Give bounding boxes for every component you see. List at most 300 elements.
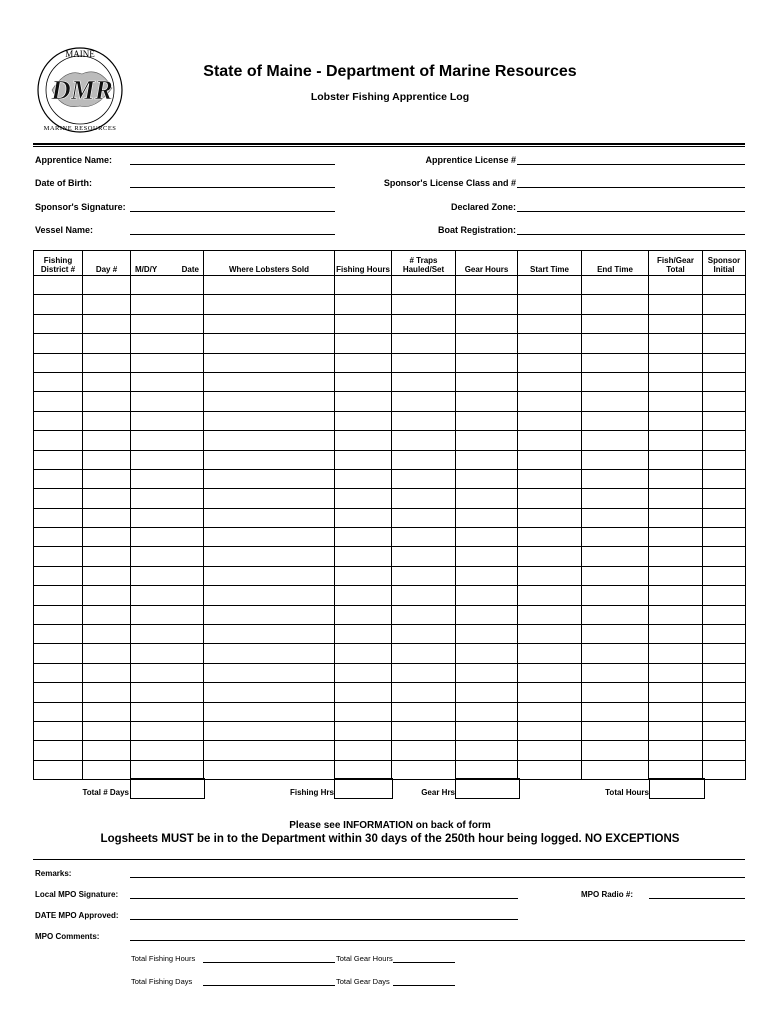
table-cell[interactable] bbox=[649, 353, 703, 372]
table-cell[interactable] bbox=[335, 334, 392, 353]
table-cell[interactable] bbox=[34, 721, 83, 740]
table-cell[interactable] bbox=[456, 625, 518, 644]
table-cell[interactable] bbox=[392, 276, 456, 295]
table-cell[interactable] bbox=[582, 683, 649, 702]
table-cell[interactable] bbox=[204, 760, 335, 779]
table-cell[interactable] bbox=[335, 702, 392, 721]
table-cell[interactable] bbox=[392, 586, 456, 605]
table-cell[interactable] bbox=[392, 683, 456, 702]
table-cell[interactable] bbox=[392, 372, 456, 391]
table-cell[interactable] bbox=[34, 372, 83, 391]
table-cell[interactable] bbox=[335, 586, 392, 605]
table-cell[interactable] bbox=[649, 450, 703, 469]
table-cell[interactable] bbox=[83, 314, 131, 333]
table-cell[interactable] bbox=[703, 605, 746, 624]
table-cell[interactable] bbox=[204, 489, 335, 508]
table-cell[interactable] bbox=[204, 721, 335, 740]
table-cell[interactable] bbox=[392, 334, 456, 353]
table-cell[interactable] bbox=[392, 295, 456, 314]
table-cell[interactable] bbox=[518, 566, 582, 585]
table-cell[interactable] bbox=[34, 353, 83, 372]
table-cell[interactable] bbox=[518, 741, 582, 760]
table-cell[interactable] bbox=[83, 663, 131, 682]
table-cell[interactable] bbox=[34, 489, 83, 508]
table-cell[interactable] bbox=[131, 353, 204, 372]
table-cell[interactable] bbox=[131, 334, 204, 353]
table-cell[interactable] bbox=[703, 450, 746, 469]
table-cell[interactable] bbox=[582, 469, 649, 488]
table-cell[interactable] bbox=[204, 605, 335, 624]
table-cell[interactable] bbox=[204, 431, 335, 450]
table-cell[interactable] bbox=[582, 334, 649, 353]
table-cell[interactable] bbox=[83, 450, 131, 469]
total-gear-days-field[interactable] bbox=[393, 985, 455, 986]
table-cell[interactable] bbox=[83, 489, 131, 508]
table-cell[interactable] bbox=[582, 566, 649, 585]
table-cell[interactable] bbox=[204, 276, 335, 295]
table-cell[interactable] bbox=[335, 372, 392, 391]
date-mpo-approved-field[interactable] bbox=[130, 919, 518, 920]
table-cell[interactable] bbox=[649, 741, 703, 760]
table-cell[interactable] bbox=[582, 508, 649, 527]
table-cell[interactable] bbox=[392, 392, 456, 411]
table-cell[interactable] bbox=[34, 566, 83, 585]
table-cell[interactable] bbox=[518, 314, 582, 333]
table-cell[interactable] bbox=[83, 625, 131, 644]
table-cell[interactable] bbox=[335, 663, 392, 682]
table-cell[interactable] bbox=[392, 644, 456, 663]
table-cell[interactable] bbox=[335, 625, 392, 644]
table-cell[interactable] bbox=[131, 372, 204, 391]
table-cell[interactable] bbox=[131, 528, 204, 547]
table-cell[interactable] bbox=[456, 431, 518, 450]
table-cell[interactable] bbox=[392, 450, 456, 469]
table-cell[interactable] bbox=[649, 411, 703, 430]
table-cell[interactable] bbox=[335, 644, 392, 663]
table-cell[interactable] bbox=[703, 431, 746, 450]
table-cell[interactable] bbox=[582, 450, 649, 469]
table-cell[interactable] bbox=[335, 295, 392, 314]
table-cell[interactable] bbox=[131, 508, 204, 527]
table-cell[interactable] bbox=[131, 489, 204, 508]
table-cell[interactable] bbox=[649, 314, 703, 333]
table-cell[interactable] bbox=[131, 392, 204, 411]
table-cell[interactable] bbox=[703, 489, 746, 508]
table-cell[interactable] bbox=[649, 392, 703, 411]
table-cell[interactable] bbox=[703, 547, 746, 566]
table-cell[interactable] bbox=[703, 372, 746, 391]
table-cell[interactable] bbox=[83, 741, 131, 760]
declared-zone-field[interactable] bbox=[517, 211, 745, 212]
table-cell[interactable] bbox=[83, 431, 131, 450]
table-cell[interactable] bbox=[582, 547, 649, 566]
table-cell[interactable] bbox=[335, 528, 392, 547]
table-cell[interactable] bbox=[649, 295, 703, 314]
table-cell[interactable] bbox=[518, 508, 582, 527]
table-cell[interactable] bbox=[518, 683, 582, 702]
table-cell[interactable] bbox=[456, 508, 518, 527]
sponsor-signature-field[interactable] bbox=[130, 211, 335, 212]
table-cell[interactable] bbox=[335, 411, 392, 430]
table-cell[interactable] bbox=[582, 625, 649, 644]
table-cell[interactable] bbox=[703, 353, 746, 372]
table-cell[interactable] bbox=[456, 760, 518, 779]
table-cell[interactable] bbox=[649, 276, 703, 295]
table-cell[interactable] bbox=[456, 586, 518, 605]
table-cell[interactable] bbox=[335, 276, 392, 295]
table-cell[interactable] bbox=[518, 372, 582, 391]
table-cell[interactable] bbox=[649, 469, 703, 488]
table-cell[interactable] bbox=[649, 508, 703, 527]
table-cell[interactable] bbox=[703, 683, 746, 702]
total-days-box[interactable] bbox=[130, 778, 205, 799]
table-cell[interactable] bbox=[582, 392, 649, 411]
date-of-birth-field[interactable] bbox=[130, 187, 335, 188]
table-cell[interactable] bbox=[335, 508, 392, 527]
table-cell[interactable] bbox=[335, 353, 392, 372]
table-cell[interactable] bbox=[456, 547, 518, 566]
table-cell[interactable] bbox=[703, 566, 746, 585]
table-cell[interactable] bbox=[582, 741, 649, 760]
table-cell[interactable] bbox=[392, 663, 456, 682]
table-cell[interactable] bbox=[703, 586, 746, 605]
table-cell[interactable] bbox=[392, 508, 456, 527]
table-cell[interactable] bbox=[83, 353, 131, 372]
table-cell[interactable] bbox=[456, 528, 518, 547]
table-cell[interactable] bbox=[335, 566, 392, 585]
table-cell[interactable] bbox=[392, 489, 456, 508]
table-cell[interactable] bbox=[392, 566, 456, 585]
table-cell[interactable] bbox=[34, 605, 83, 624]
table-cell[interactable] bbox=[131, 431, 204, 450]
table-cell[interactable] bbox=[518, 605, 582, 624]
table-cell[interactable] bbox=[456, 314, 518, 333]
table-cell[interactable] bbox=[518, 644, 582, 663]
table-cell[interactable] bbox=[83, 528, 131, 547]
table-cell[interactable] bbox=[34, 508, 83, 527]
table-cell[interactable] bbox=[34, 683, 83, 702]
table-cell[interactable] bbox=[131, 469, 204, 488]
table-cell[interactable] bbox=[518, 295, 582, 314]
apprentice-name-field[interactable] bbox=[130, 164, 335, 165]
table-cell[interactable] bbox=[703, 741, 746, 760]
table-cell[interactable] bbox=[392, 431, 456, 450]
table-cell[interactable] bbox=[649, 489, 703, 508]
table-cell[interactable] bbox=[392, 760, 456, 779]
table-cell[interactable] bbox=[649, 683, 703, 702]
table-cell[interactable] bbox=[456, 702, 518, 721]
table-cell[interactable] bbox=[518, 431, 582, 450]
table-cell[interactable] bbox=[456, 276, 518, 295]
table-cell[interactable] bbox=[582, 295, 649, 314]
table-cell[interactable] bbox=[392, 314, 456, 333]
table-cell[interactable] bbox=[131, 605, 204, 624]
table-cell[interactable] bbox=[582, 489, 649, 508]
table-cell[interactable] bbox=[131, 721, 204, 740]
table-cell[interactable] bbox=[703, 392, 746, 411]
table-cell[interactable] bbox=[649, 663, 703, 682]
table-cell[interactable] bbox=[649, 702, 703, 721]
table-cell[interactable] bbox=[204, 702, 335, 721]
table-cell[interactable] bbox=[456, 353, 518, 372]
table-cell[interactable] bbox=[83, 760, 131, 779]
table-cell[interactable] bbox=[582, 702, 649, 721]
table-cell[interactable] bbox=[392, 547, 456, 566]
table-cell[interactable] bbox=[392, 411, 456, 430]
table-cell[interactable] bbox=[703, 663, 746, 682]
table-cell[interactable] bbox=[456, 295, 518, 314]
table-cell[interactable] bbox=[83, 508, 131, 527]
table-cell[interactable] bbox=[582, 605, 649, 624]
table-cell[interactable] bbox=[335, 760, 392, 779]
table-cell[interactable] bbox=[83, 547, 131, 566]
table-cell[interactable] bbox=[335, 683, 392, 702]
mpo-comments-field[interactable] bbox=[130, 940, 745, 941]
table-cell[interactable] bbox=[456, 741, 518, 760]
table-cell[interactable] bbox=[131, 411, 204, 430]
table-cell[interactable] bbox=[582, 431, 649, 450]
table-cell[interactable] bbox=[131, 314, 204, 333]
table-cell[interactable] bbox=[456, 334, 518, 353]
remarks-field[interactable] bbox=[130, 877, 745, 878]
table-cell[interactable] bbox=[518, 411, 582, 430]
table-cell[interactable] bbox=[204, 586, 335, 605]
table-cell[interactable] bbox=[582, 276, 649, 295]
table-cell[interactable] bbox=[392, 702, 456, 721]
table-cell[interactable] bbox=[582, 314, 649, 333]
table-cell[interactable] bbox=[204, 566, 335, 585]
total-fishing-hours-field[interactable] bbox=[203, 962, 335, 963]
table-cell[interactable] bbox=[392, 469, 456, 488]
table-cell[interactable] bbox=[131, 450, 204, 469]
table-cell[interactable] bbox=[518, 469, 582, 488]
table-cell[interactable] bbox=[518, 489, 582, 508]
table-cell[interactable] bbox=[131, 663, 204, 682]
table-cell[interactable] bbox=[456, 469, 518, 488]
mpo-radio-field[interactable] bbox=[649, 898, 745, 899]
table-cell[interactable] bbox=[703, 276, 746, 295]
table-cell[interactable] bbox=[649, 547, 703, 566]
table-cell[interactable] bbox=[582, 372, 649, 391]
table-cell[interactable] bbox=[83, 392, 131, 411]
table-cell[interactable] bbox=[83, 683, 131, 702]
table-cell[interactable] bbox=[204, 663, 335, 682]
table-cell[interactable] bbox=[34, 295, 83, 314]
table-cell[interactable] bbox=[335, 489, 392, 508]
table-cell[interactable] bbox=[34, 469, 83, 488]
table-cell[interactable] bbox=[204, 353, 335, 372]
table-cell[interactable] bbox=[582, 760, 649, 779]
table-cell[interactable] bbox=[204, 469, 335, 488]
table-cell[interactable] bbox=[392, 741, 456, 760]
table-cell[interactable] bbox=[649, 528, 703, 547]
table-cell[interactable] bbox=[34, 276, 83, 295]
table-cell[interactable] bbox=[703, 760, 746, 779]
table-cell[interactable] bbox=[703, 528, 746, 547]
table-cell[interactable] bbox=[204, 295, 335, 314]
table-cell[interactable] bbox=[456, 489, 518, 508]
table-cell[interactable] bbox=[649, 605, 703, 624]
table-cell[interactable] bbox=[34, 431, 83, 450]
table-cell[interactable] bbox=[83, 702, 131, 721]
table-cell[interactable] bbox=[335, 721, 392, 740]
table-cell[interactable] bbox=[649, 566, 703, 585]
table-cell[interactable] bbox=[392, 528, 456, 547]
table-cell[interactable] bbox=[335, 605, 392, 624]
table-cell[interactable] bbox=[204, 547, 335, 566]
table-cell[interactable] bbox=[204, 334, 335, 353]
table-cell[interactable] bbox=[131, 625, 204, 644]
table-cell[interactable] bbox=[34, 663, 83, 682]
table-cell[interactable] bbox=[204, 683, 335, 702]
table-cell[interactable] bbox=[703, 625, 746, 644]
table-cell[interactable] bbox=[34, 741, 83, 760]
table-cell[interactable] bbox=[131, 741, 204, 760]
table-cell[interactable] bbox=[456, 605, 518, 624]
table-cell[interactable] bbox=[34, 702, 83, 721]
table-cell[interactable] bbox=[204, 741, 335, 760]
table-cell[interactable] bbox=[83, 276, 131, 295]
table-cell[interactable] bbox=[518, 625, 582, 644]
table-cell[interactable] bbox=[582, 528, 649, 547]
table-cell[interactable] bbox=[34, 450, 83, 469]
table-cell[interactable] bbox=[649, 625, 703, 644]
table-cell[interactable] bbox=[83, 469, 131, 488]
table-cell[interactable] bbox=[131, 586, 204, 605]
table-cell[interactable] bbox=[582, 353, 649, 372]
table-cell[interactable] bbox=[703, 721, 746, 740]
table-cell[interactable] bbox=[204, 625, 335, 644]
table-cell[interactable] bbox=[83, 295, 131, 314]
table-cell[interactable] bbox=[703, 702, 746, 721]
table-cell[interactable] bbox=[83, 721, 131, 740]
table-cell[interactable] bbox=[83, 334, 131, 353]
local-mpo-signature-field[interactable] bbox=[130, 898, 518, 899]
table-cell[interactable] bbox=[518, 721, 582, 740]
table-cell[interactable] bbox=[335, 547, 392, 566]
table-cell[interactable] bbox=[456, 392, 518, 411]
table-cell[interactable] bbox=[649, 586, 703, 605]
table-cell[interactable] bbox=[703, 508, 746, 527]
table-cell[interactable] bbox=[335, 450, 392, 469]
table-cell[interactable] bbox=[703, 334, 746, 353]
table-cell[interactable] bbox=[83, 605, 131, 624]
table-cell[interactable] bbox=[34, 760, 83, 779]
table-cell[interactable] bbox=[649, 334, 703, 353]
sponsor-license-field[interactable] bbox=[517, 187, 745, 188]
table-cell[interactable] bbox=[34, 411, 83, 430]
table-cell[interactable] bbox=[83, 372, 131, 391]
table-cell[interactable] bbox=[83, 586, 131, 605]
table-cell[interactable] bbox=[131, 702, 204, 721]
total-gear-hours-field[interactable] bbox=[393, 962, 455, 963]
table-cell[interactable] bbox=[83, 411, 131, 430]
table-cell[interactable] bbox=[649, 721, 703, 740]
table-cell[interactable] bbox=[582, 721, 649, 740]
table-cell[interactable] bbox=[34, 586, 83, 605]
table-cell[interactable] bbox=[204, 644, 335, 663]
table-cell[interactable] bbox=[335, 469, 392, 488]
table-cell[interactable] bbox=[518, 547, 582, 566]
table-cell[interactable] bbox=[518, 760, 582, 779]
table-cell[interactable] bbox=[518, 392, 582, 411]
table-cell[interactable] bbox=[582, 586, 649, 605]
table-cell[interactable] bbox=[335, 431, 392, 450]
table-cell[interactable] bbox=[131, 547, 204, 566]
table-cell[interactable] bbox=[83, 644, 131, 663]
fishing-hrs-box[interactable] bbox=[334, 778, 393, 799]
table-cell[interactable] bbox=[131, 644, 204, 663]
table-cell[interactable] bbox=[518, 586, 582, 605]
table-cell[interactable] bbox=[335, 314, 392, 333]
table-cell[interactable] bbox=[518, 528, 582, 547]
table-cell[interactable] bbox=[518, 353, 582, 372]
table-cell[interactable] bbox=[649, 760, 703, 779]
table-cell[interactable] bbox=[582, 644, 649, 663]
table-cell[interactable] bbox=[131, 276, 204, 295]
table-cell[interactable] bbox=[456, 683, 518, 702]
table-cell[interactable] bbox=[456, 450, 518, 469]
table-cell[interactable] bbox=[703, 644, 746, 663]
table-cell[interactable] bbox=[204, 411, 335, 430]
table-cell[interactable] bbox=[582, 411, 649, 430]
table-cell[interactable] bbox=[703, 411, 746, 430]
table-cell[interactable] bbox=[392, 605, 456, 624]
table-cell[interactable] bbox=[518, 276, 582, 295]
table-cell[interactable] bbox=[34, 392, 83, 411]
table-cell[interactable] bbox=[456, 721, 518, 740]
table-cell[interactable] bbox=[34, 547, 83, 566]
boat-registration-field[interactable] bbox=[517, 234, 745, 235]
table-cell[interactable] bbox=[131, 566, 204, 585]
table-cell[interactable] bbox=[456, 372, 518, 391]
table-cell[interactable] bbox=[649, 372, 703, 391]
table-cell[interactable] bbox=[34, 334, 83, 353]
table-cell[interactable] bbox=[649, 431, 703, 450]
apprentice-license-field[interactable] bbox=[517, 164, 745, 165]
table-cell[interactable] bbox=[703, 295, 746, 314]
table-cell[interactable] bbox=[518, 702, 582, 721]
table-cell[interactable] bbox=[456, 411, 518, 430]
vessel-name-field[interactable] bbox=[130, 234, 335, 235]
table-cell[interactable] bbox=[335, 741, 392, 760]
table-cell[interactable] bbox=[34, 314, 83, 333]
gear-hrs-box[interactable] bbox=[455, 778, 520, 799]
table-cell[interactable] bbox=[204, 450, 335, 469]
table-cell[interactable] bbox=[392, 721, 456, 740]
table-cell[interactable] bbox=[204, 392, 335, 411]
table-cell[interactable] bbox=[335, 392, 392, 411]
table-cell[interactable] bbox=[392, 353, 456, 372]
table-cell[interactable] bbox=[34, 528, 83, 547]
table-cell[interactable] bbox=[204, 372, 335, 391]
table-cell[interactable] bbox=[392, 625, 456, 644]
total-hours-box[interactable] bbox=[649, 778, 705, 799]
table-cell[interactable] bbox=[703, 469, 746, 488]
table-cell[interactable] bbox=[131, 295, 204, 314]
table-cell[interactable] bbox=[518, 334, 582, 353]
table-cell[interactable] bbox=[518, 663, 582, 682]
table-cell[interactable] bbox=[456, 644, 518, 663]
table-cell[interactable] bbox=[582, 663, 649, 682]
table-cell[interactable] bbox=[703, 314, 746, 333]
table-cell[interactable] bbox=[131, 683, 204, 702]
table-cell[interactable] bbox=[204, 508, 335, 527]
table-cell[interactable] bbox=[83, 566, 131, 585]
table-cell[interactable] bbox=[204, 528, 335, 547]
table-cell[interactable] bbox=[649, 644, 703, 663]
table-cell[interactable] bbox=[456, 663, 518, 682]
